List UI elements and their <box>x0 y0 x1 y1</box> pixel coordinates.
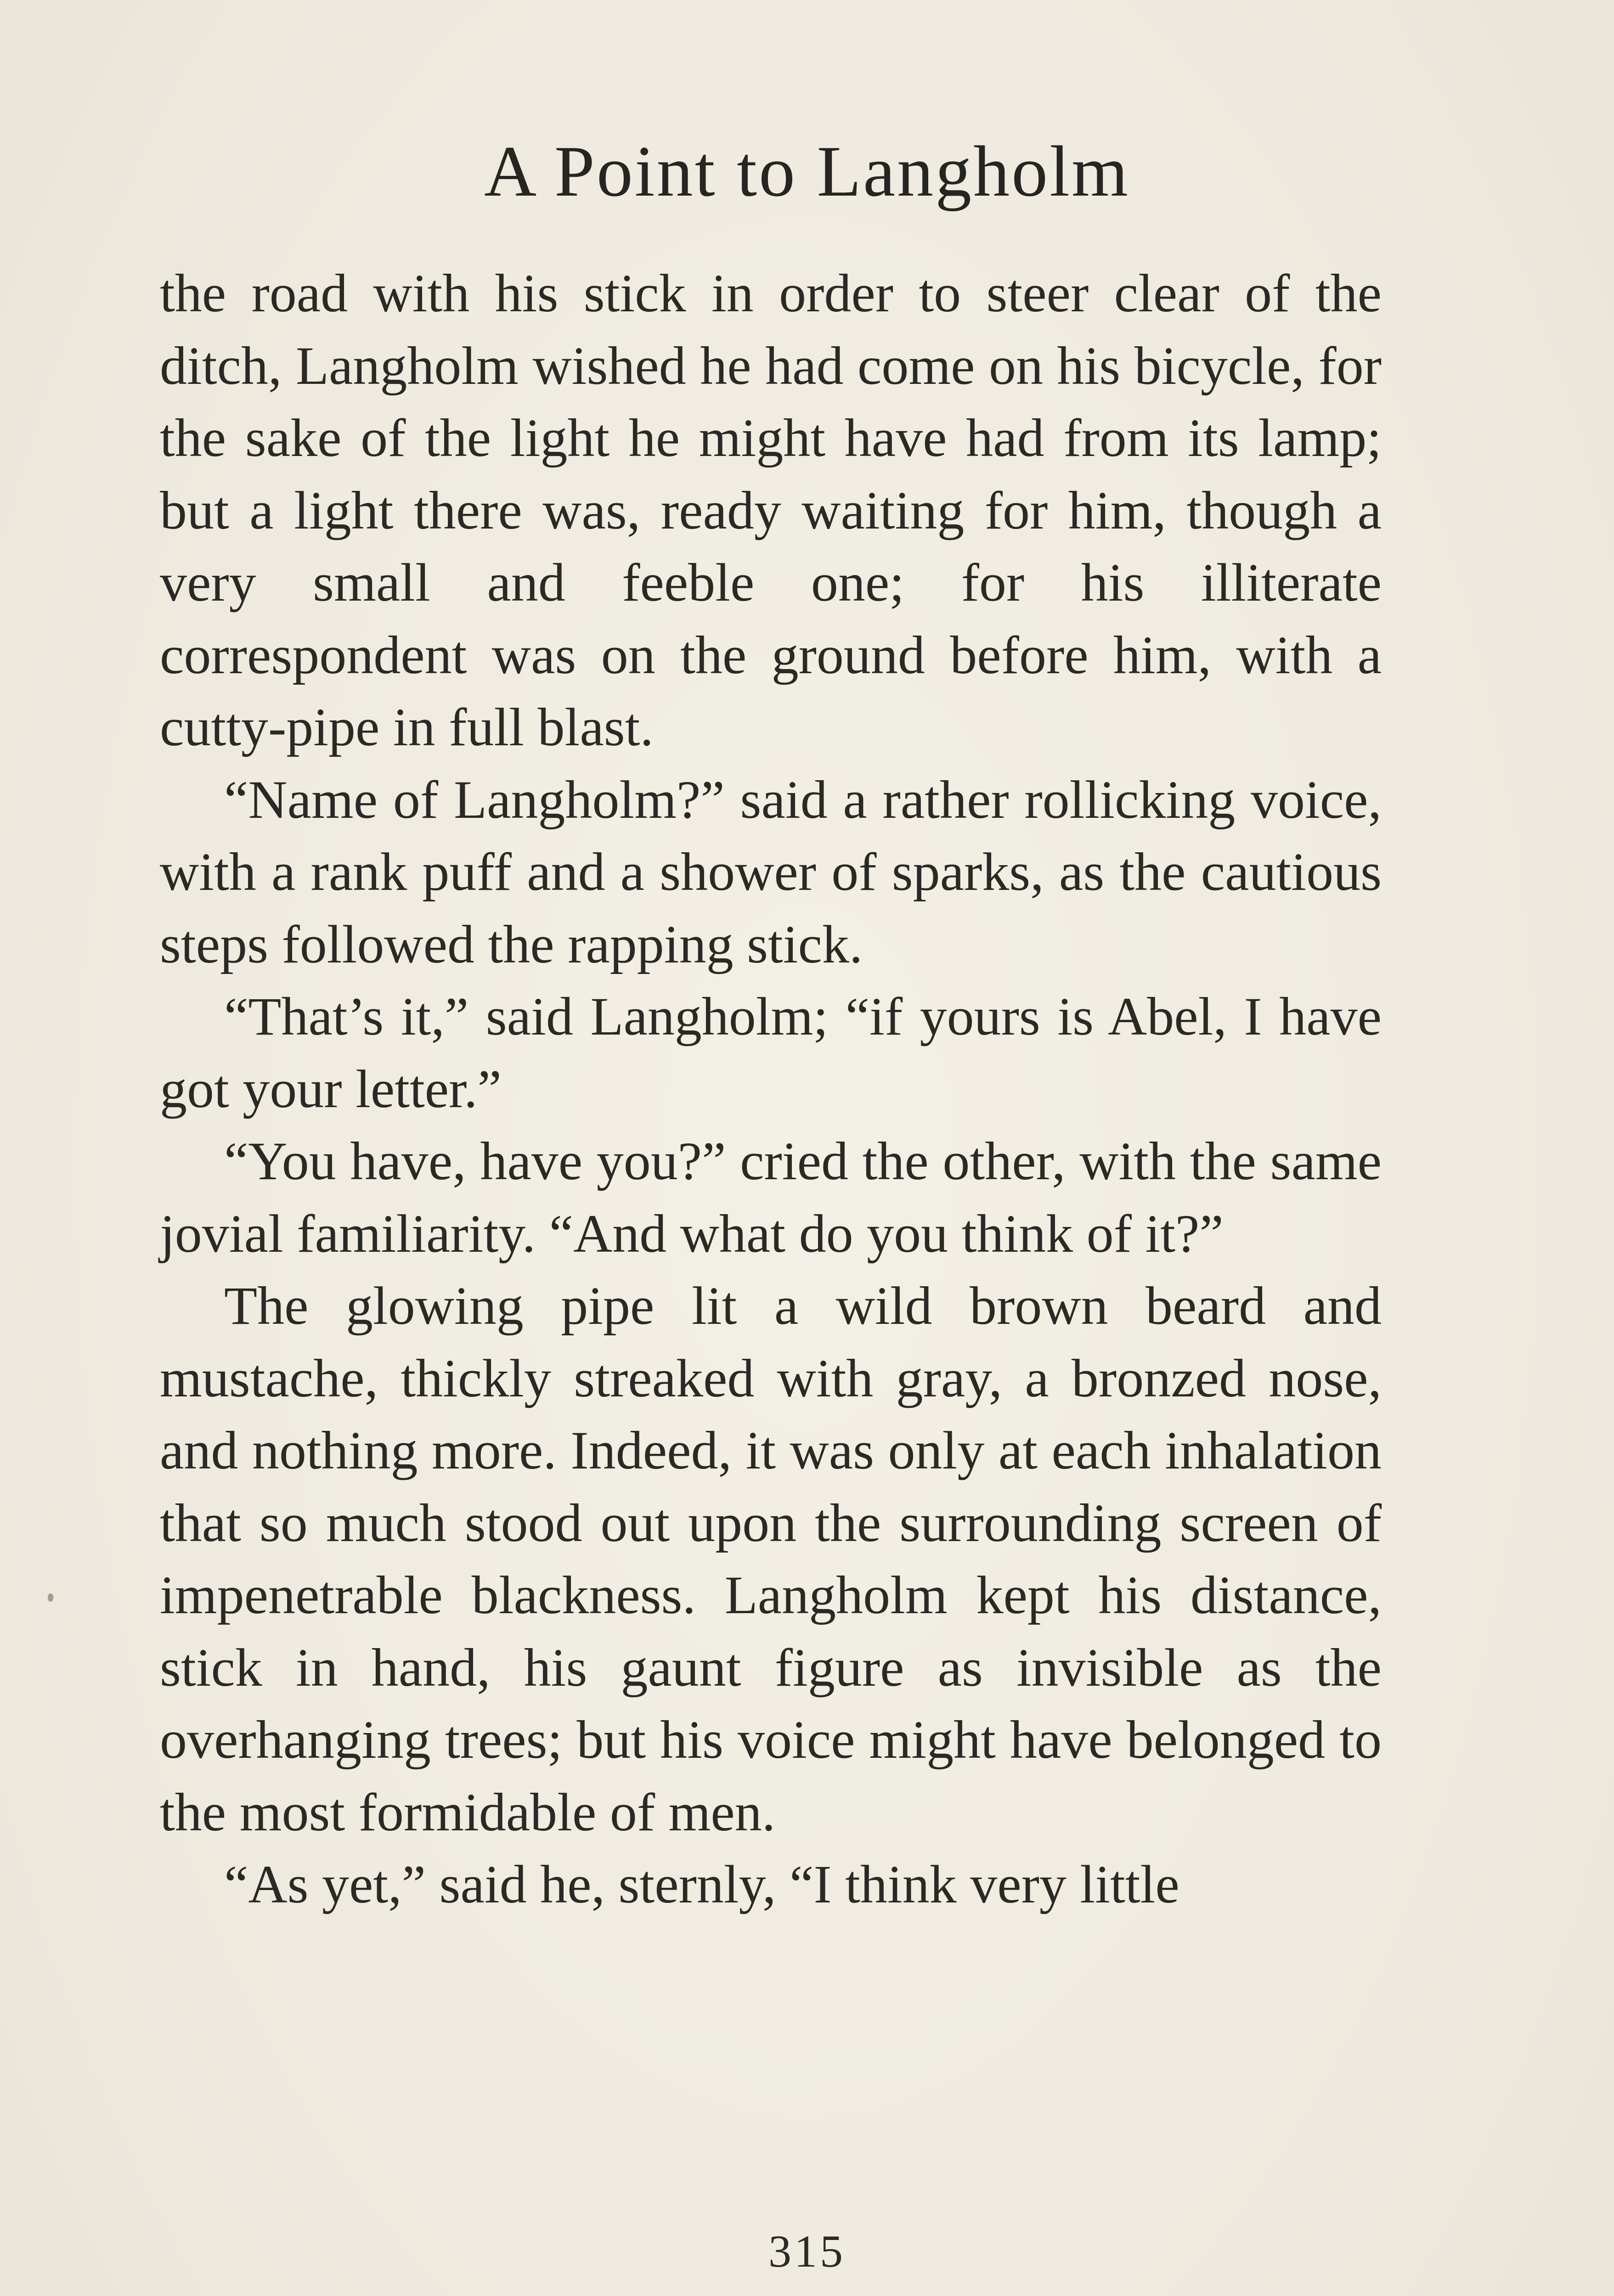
body-text <box>160 257 1382 1921</box>
paragraph: The glowing pipe lit a wild brown beard and mustache, thickly streaked with gray, a bronzed nose, and nothing more. Indeed, it was only at each inhalation that so much stood out upon the surrounding screen of impenetrable blackness. Langholm kept his distance, stick in hand, his gaunt figure as invisible as the overhanging trees; but his voice might have belonged to the most formidable of men. <box>160 1276 1382 1842</box>
paper-speck <box>48 1593 53 1602</box>
page-number: 315 <box>768 2226 846 2277</box>
paragraph: “You have, have you?” cried the other, with the same jovial familiarity. “And what do you think of it?” <box>160 1131 1382 1264</box>
paragraph: “Name of Langholm?” said a rather rollicking voice, with a rank puff and a shower of sparks, as the cautious steps followed the rapping stick. <box>160 769 1382 974</box>
paragraph: “That’s it,” said Langholm; “if yours is Abel, I have got your letter.” <box>160 986 1382 1119</box>
paragraph: the road with his stick in order to steer clear of the ditch, Langholm wished he had come on his bicycle, for the sake of the light he might have had from its lamp; but a light there was, ready waiting for him, though a very small and feeble one; for his illiterate correspondent was on the ground before him, with a cutty-pipe in full blast. <box>160 263 1382 757</box>
running-head: A Point to Langholm <box>484 131 1130 212</box>
paragraph-last: “As yet,” said he, sternly, “I think very little <box>224 1854 1179 1914</box>
